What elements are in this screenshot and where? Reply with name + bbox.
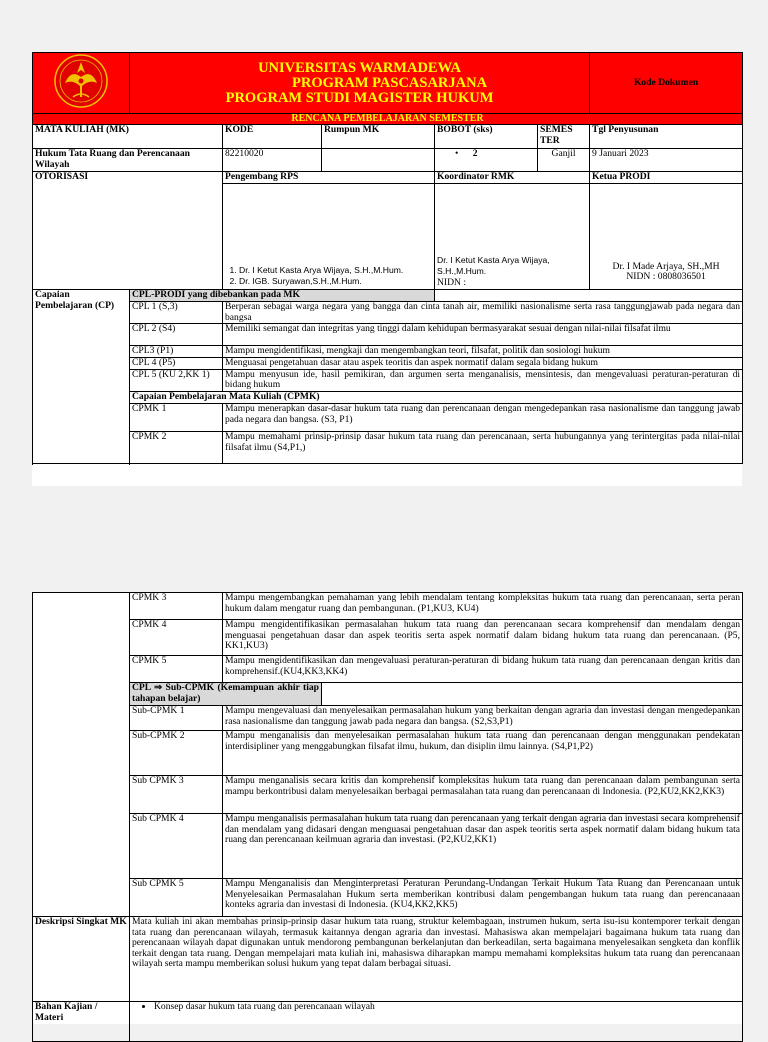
bahan-kajian-label: Bahan Kajian / Materi [33, 1002, 130, 1042]
coordinator-nidn: NIDN : [437, 277, 467, 288]
tgl-penyusunan-label: Tgl Penyusunan [590, 125, 743, 149]
cpmk-code: CPMK 1 [130, 403, 223, 431]
cpmk-code: CPMK 3 [130, 593, 223, 620]
cpl-code: CPL 5 (KU 2,KK 1) [130, 369, 223, 391]
head-cell [590, 184, 743, 290]
developer-list [223, 184, 435, 290]
developer-item: 1. Dr. I Ketut Kasta Arya Wijaya, S.H.,M.Hum. [239, 265, 432, 276]
koordinator-label: Koordinator RMK [435, 172, 590, 184]
deskripsi-label: Deskripsi Singkat MK [33, 917, 130, 1002]
bobot-label: BOBOT (sks) [435, 125, 538, 149]
cpmk-text: Mampu mengembangkan pemahaman yang lebih mendalam tentang kompleksitas hukum tata ruang dan perencanaan, serta peran hukum dalam mengatur ruang dan pembangunan. (P1,KU3, KU4) [223, 593, 743, 620]
cpl-text: Mampu menyusun ide, hasil pemikiran, dan argumen serta menganalisis, mensintesis, dan mengevaluasi peraturan-peraturan di bidang hukum [223, 369, 743, 391]
program-name: PROGRAM PASCASARJANA [291, 74, 488, 91]
study-program-name: PROGRAM STUDI MAGISTER HUKUM [225, 89, 494, 106]
university-name: UNIVERSITAS WARMADEWA [258, 59, 461, 76]
head-name: Dr. I Made Arjaya, SH.,MH [612, 260, 720, 272]
deskripsi-text: Mata kuliah ini akan membahas prinsip-prinsip dasar hukum tata ruang, struktur kelembagaan, instrumen hukum, serta isu-isu kontemporer terkait dengan tata ruang dan perencanaan wilayah, termasuk kaitannya dengan agraria dan investasi. Mahasiswa akan mempelajari bagaimana hukum tata ruang dan perencanaan wilayah dapat digunakan untuk mendorong pembangunan berkelanjutan dan berkeadilan, serta bagaimana menyelesaikan sengketa dan konflik terkait dengan tata ruang. Dengan mempelajari mata kuliah ini, mahasiswa diharapkan mampu memahami kompleksitas hukum tata ruang dan perencanaan wilayah serta mampu memberikan solusi hukum yang tepat dalam berbagai situasi. [130, 917, 743, 1002]
mk-label: MATA KULIAH (MK) [33, 125, 223, 149]
cpmk-text: Mampu mengidentifikasikan permasalahan hukum tata ruang dan perencanaan secara komprehensif dan mendalam dengan menguasai pengetahuan dasar dan aspek teoritis serta aspek normatif dalam bidang hukum tata ruang dan perencanaan. (P5, KK1,KU3) [223, 620, 743, 656]
cpl-text: Mampu mengidentifikasi, mengkaji dan mengembangkan teori, filsafat, politik dan sosiologi hukum [223, 346, 743, 358]
cpmk-code: CPMK 4 [130, 620, 223, 656]
sub-cpmk-code: Sub CPMK 3 [130, 776, 223, 814]
rumpun-label: Rumpun MK [322, 125, 435, 149]
cpl-code: CPL3 (P1) [130, 346, 223, 358]
coordinator-name: Dr. I Ketut Kasta Arya Wijaya, S.H.,M.Hum. [437, 255, 550, 276]
coordinator-cell [435, 184, 590, 290]
cpmk-heading: Capaian Pembelajaran Mata Kuliah (CPMK) [130, 391, 743, 403]
sub-cpmk-code: Sub-CPMK 1 [130, 706, 223, 731]
cp-continued [33, 593, 130, 917]
sub-cpmk-heading: CPL ⇒ Sub-CPMK (Kemampuan akhir tiap tahapan belajar) [130, 683, 322, 706]
head-nidn: NIDN : 0808036501 [626, 271, 706, 283]
course-date: 9 Januari 2023 [590, 149, 743, 172]
sub-cpmk-text: Mampu menganalisis secara kritis dan komprehensif kompleksitas hukum tata ruang dan perencanaan dalam pembangunan serta mampu berkontribusi dalam menyelesaikan berbagai permasalahan tata ruang dan perencanaan di Indonesia. (P2,KU2,KK2,KK3) [223, 776, 743, 814]
sub-cpmk-code: Sub-CPMK 2 [130, 731, 223, 776]
kode-label: KODE [223, 125, 322, 149]
cpmk-text: Mampu memahami prinsip-prinsip dasar hukum tata ruang dan perencanaan, serta hubungannya yang terintergitas pada nilai-nilai filsafat ilmu (S4,P1,) [223, 431, 743, 463]
document-code-label: Kode Dokumen [590, 53, 743, 114]
sub-cpmk-text: Mampu mengevaluasi dan menyelesaikan permasalahan hukum yang berkaitan dengan agraria dan investasi dengan mengedepankan rasa nasionalisme dan tanggung jawab pada negara dan bangsa. (S2,S3,P1) [223, 706, 743, 731]
course-rumpun [322, 149, 435, 172]
bahan-kajian-list [130, 1002, 743, 1042]
cpl-code: CPL 2 (S4) [130, 324, 223, 346]
cpl-text: Menguasai pengetahuan dasar atau aspek teoritis dan aspek normatif dalam segala bidang hukum [223, 358, 743, 370]
cpmk-code: CPMK 2 [130, 431, 223, 463]
course-name: Hukum Tata Ruang dan Perencanaan Wilayah [33, 149, 223, 172]
cpl-text: Berperan sebagai warga negara yang bangga dan cinta tanah air, memiliki nasionalisme serta rasa tanggungjawab pada negara dan bangsa [223, 302, 743, 324]
institution-header [130, 53, 590, 114]
document-page-2 [32, 592, 742, 1024]
materi-item: • Konsep dasar hukum tata ruang dan perencanaan wilayah [154, 1002, 740, 1013]
university-logo [33, 53, 130, 114]
sub-cpmk-text: Mampu menganalisis dan menyelesaikan permasalahan hukum tata ruang dan perencanaan dengan menggunakan pendekatan interdisipliner yang menggabungkan filsafat ilmu, hukum, dan disiplin ilmu lainnya. (S4,P1,P2) [223, 731, 743, 776]
cpl-code: CPL 1 (S,3) [130, 302, 223, 324]
cpl-code: CPL 4 (P5) [130, 358, 223, 370]
pengembang-label: Pengembang RPS [223, 172, 435, 184]
warmadewa-seal-icon [51, 53, 111, 109]
sub-cpmk-code: Sub CPMK 5 [130, 879, 223, 917]
cpmk-text: Mampu mengidentifikasikan dan mengevaluasi peraturan-peraturan di bidang hukum tata ruang dan perencanaan dengan kritis dan komprehensif.(KU4,KK3,KK4) [223, 656, 743, 683]
document-page-1 [32, 52, 742, 486]
course-code: 82210020 [223, 149, 322, 172]
cpmk-code: CPMK 5 [130, 656, 223, 683]
course-bobot: • 2 [435, 149, 538, 172]
cpmk-text: Mampu menerapkan dasar-dasar hukum tata ruang dan perencanaan dengan mengedepankan rasa nasionalisme dan tanggung jawab pada negara dan bangsa. (S3, P1) [223, 403, 743, 431]
course-semester: Ganjil [538, 149, 590, 172]
cpl-heading: CPL-PRODI yang dibebankan pada MK [130, 290, 435, 302]
cp-label: Capaian Pembelajaran (CP) [33, 290, 130, 464]
otorisasi-label: OTORISASI [33, 172, 223, 290]
rps-title: RENCANA PEMBELAJARAN SEMESTER [33, 114, 743, 125]
rps-table-page-1 [32, 52, 743, 464]
developer-item: 2. Dr. IGB. Suryawan,S.H.,M.Hum. [239, 276, 432, 287]
semester-label: SEMES TER [538, 125, 590, 149]
sub-cpmk-text: Mampu Menganalisis dan Menginterpretasi Peraturan Perundang-Undangan Terkait Hukum Tata Ruang dan Perencanaan untuk Menyelesaikan Permasalahan Hukum serta memberikan kontribusi dalam pengembangan hukum tata ruang dan perencanaaan konteks agraria dan investasi di Indonesia. (KU4,KK2,KK5) [223, 879, 743, 917]
sub-cpmk-code: Sub CPMK 4 [130, 814, 223, 879]
ketua-prodi-label: Ketua PRODI [590, 172, 743, 184]
sub-cpmk-text: Mampu menganalisis permasalahan hukum tata ruang dan perencanaan yang terkait dengan agraria dan investasi secara komprehensif dan mendalam yang didasari dengan menguasai pengetahuan dasar dan aspek teoritis serta aspek normatif dalam bidang hukum tata ruang dan perencanaan keilmuan agraria dan investasi. (P2,KU2,KK1) [223, 814, 743, 879]
cpl-text: Memiliki semangat dan integritas yang tinggi dalam kehidupan bermasyarakat sesuai dengan nilai-nilai filsafat ilmu [223, 324, 743, 346]
rps-table-page-2 [32, 592, 743, 1042]
